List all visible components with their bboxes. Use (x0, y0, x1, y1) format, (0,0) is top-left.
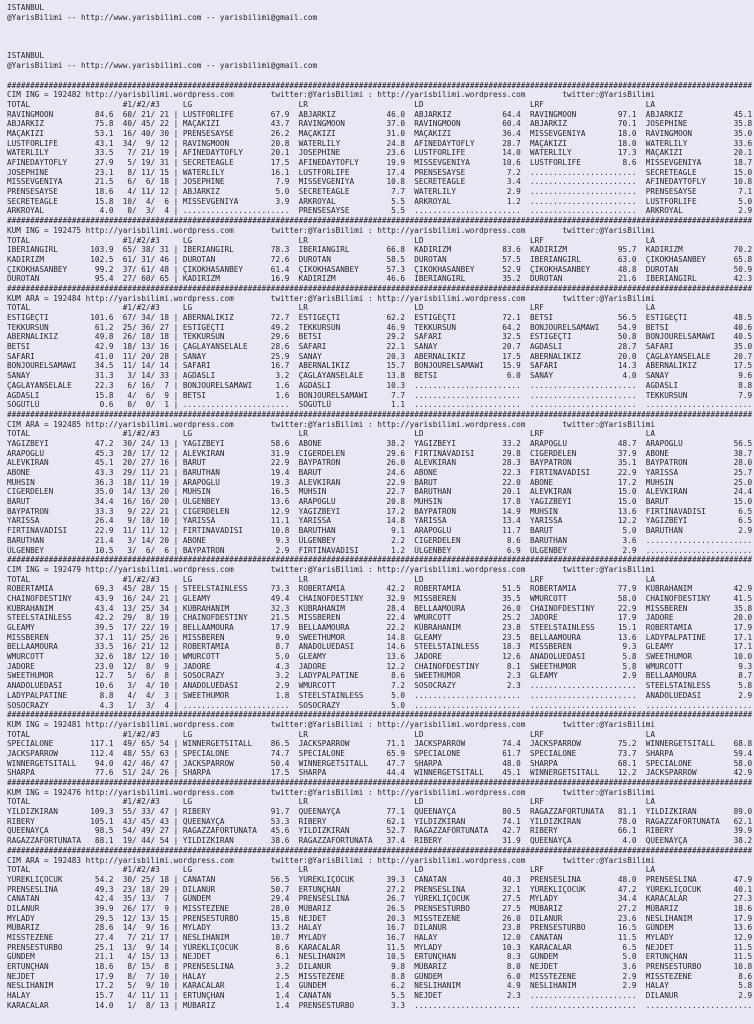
stats-row: ALEVKIRAN 45.1 20/ 27/ 16 | BARUT 22.9 BAYPATRON 26.0 ALEVKIRAN 28.3 BAYPATRON 35.1 BAYPATRON 28.0 (7, 458, 753, 468)
location-label: ISTANBUL (7, 3, 45, 12)
stats-row: GÜNDEM 21.1 4/ 15/ 13 | NEJDET 6.1 NESLIHANIM 10.5 ERTUNÇHAN 8.3 GÜNDEM 5.0 ERTUNÇHAN 11.5 (7, 952, 753, 962)
stats-row: SECRETEAGLE 15.8 10/ 4/ 6 | MISSEVGENIYA 3.9 ARKROYAL 5.5 ARKROYAL 1.2 ....................... LUSTFORLIFE 5.0 (7, 196, 753, 206)
stats-row: RIBERY 105.1 43/ 45/ 43 | QUEENAYÇA 53.3 RIBERY 62.1 YILDIZKIRAN 74.1 YILDIZKIRAN 78.0 RAGAZZAFORTUNATA 62.1 (7, 816, 753, 826)
stats-row: RAVINGMOON 84.6 60/ 21/ 21 | LUSTFORLIFE 67.9 ABJARKIZ 46.0 ABJARKIZ 64.4 RAVINGMOON 97.1 ABJARKIZ 45.1 (7, 109, 753, 119)
column-header-line: TOTAL #1/#2/#3 LG LR LD LRF LA (7, 797, 655, 807)
blank-gap (7, 71, 754, 81)
stats-row: WINNERGETSITALL 94.0 42/ 46/ 47 | JACKSPARROW 50.4 WINNERGETSITALL 47.7 SHARPA 48.0 SHARPA 68.1 SPECIALONE 58.0 (7, 758, 753, 768)
report-sections (7, 81, 754, 1011)
blank-gap (7, 22, 754, 51)
stats-row: SOSOCRAZY 4.3 1/ 3/ 4 | ....................... SOSOCRAZY 5.0 ....................... ....................... ....................... (7, 700, 753, 710)
section-cim-ing-192482 (7, 81, 754, 217)
stats-row: BAYPATRON 33.3 9/ 22/ 21 | CIGERDELEN 12.9 YAGIZBEYI 17.2 BAYPATRON 14.9 MUHSIN 13.6 FIRTINAVADISI 6.5 (7, 506, 753, 516)
section-kum-ara-192484 (7, 284, 754, 410)
stats-row: YAGIZBEYI 47.2 30/ 24/ 13 | YAGIZBEYI 58.6 ABONE 38.2 YAGIZBEYI 33.2 ARAPOGLU 48.7 ARAPOGLU 56.5 (7, 438, 753, 448)
preamble-block-2 (7, 51, 754, 70)
stats-row: BETSI 42.9 18/ 13/ 16 | ÇAGLAYANSELALE 28.6 SAFARI 22.1 SANAY 20.7 AGDASLI 28.7 SAFARI 35.0 (7, 342, 753, 352)
section-title-line: KUM ARA = 192484 http://yarisbilimi.wordpress.com twitter:@YarisBilimi : http://yarisbilimi.wordpress.com twitter:@YarisBilimi (7, 293, 655, 303)
column-header-line: TOTAL #1/#2/#3 LG LR LD LRF LA (7, 729, 655, 739)
stats-row: DILANUR 39.9 26/ 17/ 9 | MISSTEZENE 28.0 MÜBARIZ 26.5 PRENSESTURBO 27.5 MÜBARIZ 27.2 MÜBARIZ 18.6 (7, 903, 753, 913)
credit-line: @YarisBilimi -- http://www.yarisbilimi.com -- yarisbilimi@gmail.com (7, 61, 318, 71)
section-kum-ing-192481 (7, 710, 754, 778)
stats-row: ÇAGLAYANSELALE 22.3 6/ 16/ 7 | BONJOURELSAMAWI 1.6 AGDASLI 10.3 ....................... ....................... AGDASLI 8.8 (7, 380, 753, 390)
stats-row: QUEENAYÇA 98.5 54/ 49/ 27 | RAGAZZAFORTUNATA 45.6 YILDIZKIRAN 52.7 RAGAZZAFORTUNATA 42.7 RIBERY 66.1 RIBERY 39.9 (7, 826, 753, 836)
stats-row: GLEAMY 39.5 17/ 22/ 19 | BELLAAMOURA 17.9 BELLAAMOURA 22.2 KÜBRAHANIM 23.8 STEELSTAINLESS 15.1 ROBERTAMIA 17.9 (7, 623, 753, 633)
stats-row: WATERLILY 33.5 7/ 21/ 19 | AFINEDAYTOFLY 20.1 JOSEPHINE 23.6 LUSTFORLIFE 14.0 WATERLILY 17.3 MAÇAKIZI 20.1 (7, 148, 753, 158)
stats-row: ARKROYAL 4.0 0/ 3/ 4 | ....................... PRENSESAYSE 5.5 ....................... ....................... ARKROYAL 2.9 (7, 206, 753, 216)
stats-row: PRENSESAYSE 18.6 4/ 11/ 12 | ABJARKIZ 5.0 SECRETEAGLE 7.7 WATERLILY 2.9 ....................... PRENSESAYSE 7.1 (7, 187, 753, 197)
section-title-line: CIM ING = 192479 http://yarisbilimi.wordpress.com twitter:@YarisBilimi : http://yarisbilimi.wordpress.com twitter:@YarisBilimi (7, 564, 655, 574)
stats-row: SAFARI 41.0 11/ 20/ 28 | SANAY 25.9 SANAY 20.3 ABERNALIKIZ 17.5 ABERNALIKIZ 20.0 ÇAGLAYANSELALE 20.7 (7, 351, 753, 361)
stats-row: AGDASLI 15.8 4/ 6/ 9 | BETSI 1.6 BONJOURELSAMAWI 7.7 ....................... ....................... TEKKURSUN 7.9 (7, 390, 753, 400)
stats-row: MUHSIN 36.3 18/ 11/ 19 | ARAPOGLU 19.3 ALEVKIRAN 22.9 BARUT 22.0 ABONE 17.2 MUHSIN 25.0 (7, 477, 753, 487)
stats-row: BONJOURELSAMAWI 34.5 11/ 14/ 14 | SAFARI 16.7 ABERNALIKIZ 15.7 BONJOURELSAMAWI 15.9 SAFARI 14.3 ABERNALIKIZ 17.5 (7, 361, 753, 371)
stats-row: YILDIZKIRAN 109.3 55/ 33/ 47 | RIBERY 91.7 QUEENAYÇA 77.1 QUEENAYÇA 80.5 RAGAZZAFORTUNATA 81.1 YILDIZKIRAN 89.0 (7, 807, 753, 817)
section-title-line: KUM ING = 192476 http://yarisbilimi.wordpress.com twitter:@YarisBilimi : http://yarisbilimi.wordpress.com twitter:@YarisBilimi (7, 787, 655, 797)
stats-row: SANAY 31.3 3/ 14/ 33 | AGDASLI 3.2 ÇAGLAYANSELALE 13.8 BETSI 6.0 SANAY 4.0 SANAY 9.6 (7, 371, 753, 381)
stats-row: BARUTHAN 21.4 3/ 14/ 20 | ABONE 9.3 ÜLGENBEY 2.2 CIGERDELEN 8.6 BARUTHAN 3.6 ....................... (7, 535, 753, 545)
column-header-line: TOTAL #1/#2/#3 LG LR LD LRF LA (7, 574, 655, 584)
separator-line: ################################################################################################################################################################# (7, 216, 753, 226)
stats-row: CIGERDELEN 35.0 14/ 13/ 20 | MUHSIN 16.5 MUHSIN 22.7 BARUTHAN 20.1 ALEVKIRAN 15.0 ALEVKIRAN 24.4 (7, 487, 753, 497)
separator-line: ################################################################################################################################################################# (7, 555, 753, 565)
stats-row: ÜLGENBEY 10.5 3/ 6/ 6 | BAYPATRON 2.9 FIRTINAVADISI 1.2 ÜLGENBEY 6.9 ÜLGENBEY 2.9 ....................... (7, 545, 753, 555)
stats-row: MÜBARIZ 28.6 14/ 9/ 16 | MYLADY 13.2 HALAY 16.7 DILANUR 23.8 PRENSESTURBO 16.5 GÜNDEM 13.6 (7, 923, 753, 933)
section-title-line: CIM ING = 192482 http://yarisbilimi.wordpress.com twitter:@YarisBilimi : http://yarisbilimi.wordpress.com twitter:@YarisBilimi (7, 90, 655, 100)
stats-row: ESTIGEÇTI 101.6 67/ 34/ 18 | ABERNALIKIZ 72.7 ESTIGEÇTI 62.2 ESTIGEÇTI 72.1 BETSI 56.5 ESTIGEÇTI 48.5 (7, 313, 753, 323)
stats-row: ROBERTAMIA 69.3 45/ 28/ 15 | STEELSTAINLESS 73.3 ROBERTAMIA 42.2 ROBERTAMIA 51.5 ROBERTAMIA 77.9 KÜBRAHANIM 42.9 (7, 584, 753, 594)
stats-row: IBERIANGIRL 103.9 65/ 38/ 31 | IBERIANGIRL 78.3 IBERIANGIRL 66.8 KADIRIZM 83.6 KADIRIZM 95.7 KADIRIZM 70.2 (7, 245, 753, 255)
stats-row: SHARPA 77.6 51/ 24/ 26 | SHARPA 17.5 SHARPA 44.4 WINNERGETSITALL 45.1 WINNERGETSITALL 12.2 JACKSPARROW 42.9 (7, 768, 753, 778)
section-title-line: KUM ING = 192481 http://yarisbilimi.wordpress.com twitter:@YarisBilimi : http://yarisbilimi.wordpress.com twitter:@YarisBilimi (7, 719, 655, 729)
column-header-line: TOTAL #1/#2/#3 LG LR LD LRF LA (7, 865, 655, 875)
stats-row: SÖGÜTLÜ 0.6 0/ 0/ 1 | ....................... SÖGÜTLÜ 1.1 ....................... ....................... ....................... (7, 400, 753, 410)
section-cim-ing-192479 (7, 555, 754, 710)
stats-row: AFINEDAYTOFLY 27.9 5/ 19/ 31 | SECRETEAGLE 17.5 AFINEDAYTOFLY 19.9 MISSEVGENIYA 10.6 LUSTFORLIFE 8.6 MISSEVGENIYA 18.7 (7, 158, 753, 168)
stats-row: PRENSESTURBO 25.1 13/ 9/ 14 | YÜREKLIÇOCUK 8.6 KARACALAR 11.5 MYLADY 10.3 KARACALAR 6.5 NEJDET 11.5 (7, 942, 753, 952)
stats-row: ABERNALIKIZ 49.8 26/ 18/ 18 | TEKKURSUN 29.6 BETSI 29.2 SAFARI 32.5 ESTIGEÇTI 50.8 BONJOURELSAMAWI 40.5 (7, 332, 753, 342)
stats-row: JADORE 23.0 12/ 8/ 9 | JADORE 4.3 JADORE 12.2 CHAINOFDESTINY 8.1 SWEETHUMOR 5.8 WMURCOTT 9.3 (7, 661, 753, 671)
stats-row: DUROTAN 95.4 27/ 60/ 65 | KADIRIZM 16.9 KADIRIZM 46.6 IBERIANGIRL 35.2 DUROTAN 21.6 IBERIANGIRL 42.3 (7, 274, 753, 284)
stats-row: JOSEPHINE 23.1 8/ 11/ 15 | WATERLILY 16.1 LUSTFORLIFE 17.4 PRENSESAYSE 7.2 ....................... SECRETEAGLE 15.0 (7, 167, 753, 177)
stats-row: ERTUNÇHAN 18.6 8/ 15/ 8 | PRENSESLINA 3.2 DILANUR 9.8 MÜBARIZ 8.0 NEJDET 3.6 PRENSESTURBO 10.8 (7, 962, 753, 972)
section-title-line: CIM ARA = 192485 http://yarisbilimi.wordpress.com twitter:@YarisBilimi : http://yarisbilimi.wordpress.com twitter:@YarisBilimi (7, 419, 655, 429)
separator-line: ################################################################################################################################################################# (7, 80, 753, 90)
stats-row: PRENSESLINA 49.3 23/ 18/ 29 | DILANUR 50.7 ERTUNÇHAN 27.2 PRENSESLINA 32.1 YÜREKLIÇOCUK 47.2 YÜREKLIÇOCUK 40.1 (7, 884, 753, 894)
stats-row: LADYPALPATINE 8.8 4/ 4/ 3 | SWEETHUMOR 1.8 STEELSTAINLESS 5.0 ....................... ....................... ANADOLUEDASI 2.9 (7, 690, 753, 700)
stats-row: RAGAZZAFORTUNATA 88.1 19/ 44/ 54 | YILDIZKIRAN 38.6 RAGAZZAFORTUNATA 37.4 RIBERY 31.9 QUEENAYÇA 4.0 QUEENAYÇA 38.2 (7, 836, 753, 846)
stats-row: CHAINOFDESTINY 43.9 16/ 24/ 21 | GLEAMY 49.4 CHAINOFDESTINY 32.9 MISSBEREN 35.5 WMURCOTT 58.0 CHAINOFDESTINY 41.5 (7, 593, 753, 603)
stats-row: NEJDET 17.9 8/ 7/ 10 | HALAY 2.5 MISSTEZENE 8.8 GÜNDEM 6.0 MISSTEZENE 2.9 MISSTEZENE 8.6 (7, 971, 753, 981)
stats-row: ABJARKIZ 75.8 40/ 45/ 22 | MAÇAKIZI 43.7 RAVINGMOON 37.0 RAVINGMOON 60.4 ABJARKIZ 70.1 JOSEPHINE 35.8 (7, 119, 753, 129)
stats-row: ÇIKOKHASANBEY 99.2 37/ 61/ 48 | ÇIKOKHASANBEY 61.4 ÇIKOKHASANBEY 57.3 ÇIKOKHASANBEY 52.9 ÇIKOKHASANBEY 48.8 DUROTAN 50.9 (7, 264, 753, 274)
stats-row: MYLADY 29.5 12/ 13/ 15 | PRENSESTURBO 15.8 NEJDET 20.3 MISSTEZENE 26.0 DILANUR 23.6 NESLIHANIM 17.9 (7, 913, 753, 923)
stats-row: BELLAAMOURA 33.5 16/ 21/ 12 | ROBERTAMIA 8.7 ANADOLUEDASI 14.6 STEELSTAINLESS 18.3 MISSBEREN 9.3 GLEAMY 17.1 (7, 642, 753, 652)
stats-row: NESLIHANIM 17.2 5/ 9/ 10 | KARACALAR 1.4 GÜNDEM 6.2 NESLIHANIM 4.9 NESLIHANIM 2.9 HALAY 5.8 (7, 981, 753, 991)
stats-row: BARUT 34.4 16/ 16/ 20 | ÜLGENBEY 13.6 ARAPOGLU 20.8 MUHSIN 17.8 YAGIZBEYI 15.0 BARUT 15.0 (7, 497, 753, 507)
stats-row: KARACALAR 14.0 1/ 8/ 13 | MÜBARIZ 1.4 PRENSESTURBO 3.3 ....................... ....................... ....................... (7, 1000, 753, 1010)
stats-row: MISSTEZENE 27.4 7/ 21/ 17 | NESLIHANIM 10.7 MYLADY 16.7 HALAY 12.0 CANATAN 11.5 MYLADY 12.9 (7, 933, 753, 943)
preamble-block-1 (7, 3, 754, 22)
stats-row: TEKKURSUN 61.2 25/ 36/ 27 | ESTIGEÇTI 49.2 TEKKURSUN 46.9 TEKKURSUN 64.2 BONJOURELSAMAWI 54.9 BETSI 40.6 (7, 322, 753, 332)
section-kum-ing-192475 (7, 216, 754, 284)
stats-row: ARAPOGLU 45.3 28/ 17/ 12 | ALEVKIRAN 31.9 CIGERDELEN 29.6 FIRTINAVADISI 29.8 CIGERDELEN 37.9 ABONE 38.7 (7, 448, 753, 458)
column-header-line: TOTAL #1/#2/#3 LG LR LD LRF LA (7, 303, 655, 313)
credit-line: @YarisBilimi -- http://www.yarisbilimi.com -- yarisbilimi@gmail.com (7, 12, 318, 22)
separator-line: ################################################################################################################################################################# (7, 778, 753, 788)
stats-row: SWEETHUMOR 12.7 5/ 6/ 8 | SOSOCRAZY 3.2 LADYPALPATINE 8.6 SWEETHUMOR 2.3 GLEAMY 2.9 BELLAAMOURA 8.7 (7, 671, 753, 681)
stats-row: YARISSA 26.4 9/ 18/ 10 | YARISSA 11.1 YARISSA 14.8 YARISSA 13.4 YARISSA 12.2 YAGIZBEYI 6.5 (7, 516, 753, 526)
section-kum-ing-192476 (7, 778, 754, 846)
stats-row: KADIRIZM 102.5 61/ 31/ 46 | DUROTAN 72.6 DUROTAN 58.5 DUROTAN 57.5 IBERIANGIRL 63.0 ÇIKOKHASANBEY 65.8 (7, 254, 753, 264)
column-header-line: TOTAL #1/#2/#3 LG LR LD LRF LA (7, 429, 655, 439)
stats-row: MISSEVGENIYA 21.5 6/ 6/ 18 | JOSEPHINE 7.9 MISSEVGENIYA 10.8 SECRETEAGLE 3.4 ....................... AFINEDAYTOFLY 10.8 (7, 177, 753, 187)
stats-row: JACKSPARROW 112.4 48/ 55/ 63 | SPECIALONE 74.7 SPECIALONE 65.9 SPECIALONE 61.7 SPECIALONE 73.7 SHARPA 59.4 (7, 748, 753, 758)
section-title-line: KUM ING = 192475 http://yarisbilimi.wordpress.com twitter:@YarisBilimi : http://yarisbilimi.wordpress.com twitter:@YarisBilimi (7, 225, 655, 235)
column-header-line: TOTAL #1/#2/#3 LG LR LD LRF LA (7, 99, 655, 109)
stats-row: HALAY 15.7 4/ 11/ 11 | ERTUNÇHAN 1.4 CANATAN 5.5 NEJDET 2.3 ....................... DILANUR 2.9 (7, 991, 753, 1001)
stats-row: SPECIALONE 117.1 49/ 65/ 54 | WINNERGETSITALL 86.5 JACKSPARROW 71.1 JACKSPARROW 74.4 JACKSPARROW 75.2 WINNERGETSITALL 68.8 (7, 739, 753, 749)
separator-line: ################################################################################################################################################################# (7, 845, 753, 855)
stats-row: ANADOLUEDASI 10.6 3/ 4/ 10 | ANADOLUEDASI 2.9 WMURCOTT 7.2 SOSOCRAZY 2.3 ....................... STEELSTAINLESS 5.8 (7, 681, 753, 691)
separator-line: ################################################################################################################################################################# (7, 409, 753, 419)
location-label: ISTANBUL (7, 51, 45, 61)
column-header-line: TOTAL #1/#2/#3 LG LR LD LRF LA (7, 235, 655, 245)
stats-row: WMURCOTT 32.6 18/ 12/ 10 | WMURCOTT 5.0 GLEAMY 13.6 JADORE 12.6 ANADOLUEDASI 5.8 SWEETHUMOR 10.0 (7, 652, 753, 662)
section-cim-ara-192483 (7, 846, 754, 1011)
stats-row: ABONE 43.3 29/ 11/ 21 | BARUTHAN 19.4 BARUT 24.6 ABONE 22.3 FIRTINAVADISI 22.9 YARISSA 25.7 (7, 468, 753, 478)
stats-row: MISSBEREN 37.1 11/ 25/ 26 | MISSBEREN 9.0 SWEETHUMOR 14.8 GLEAMY 23.5 BELLAAMOURA 13.6 LADYPALPATINE 17.1 (7, 632, 753, 642)
stats-row: CANATAN 42.4 35/ 13/ 7 | GÜNDEM 29.4 PRENSESLINA 26.7 YÜREKLIÇOCUK 27.5 MYLADY 34.4 KARACALAR 27.3 (7, 894, 753, 904)
separator-line: ################################################################################################################################################################# (7, 283, 753, 293)
section-title-line: CIM ARA = 192483 http://yarisbilimi.wordpress.com twitter:@YarisBilimi : http://yarisbilimi.wordpress.com twitter:@YarisBilimi (7, 855, 655, 865)
separator-line: ################################################################################################################################################################# (7, 710, 753, 720)
stats-row: STEELSTAINLESS 42.2 29/ 8/ 19 | CHAINOFDESTINY 21.5 MISSBEREN 22.4 WMURCOTT 25.2 JADORE 17.9 JADORE 20.0 (7, 613, 753, 623)
stats-row: KÜBRAHANIM 43.4 13/ 25/ 34 | KÜBRAHANIM 32.3 KÜBRAHANIM 28.4 BELLAAMOURA 26.0 CHAINOFDESTINY 22.9 MISSBEREN 35.8 (7, 603, 753, 613)
stats-row: FIRTINAVADISI 22.9 11/ 11/ 12 | FIRTINAVADISI 10.8 BARUTHAN 9.1 ARAPOGLU 11.7 BARUT 5.0 BARUTHAN 2.9 (7, 526, 753, 536)
stats-row: YÜREKLIÇOCUK 54.2 30/ 25/ 18 | CANATAN 56.5 YÜREKLIÇOCUK 39.3 CANATAN 40.3 PRENSESLINA 48.0 PRENSESLINA 47.9 (7, 874, 753, 884)
stats-row: LUSTFORLIFE 43.1 34/ 9/ 12 | RAVINGMOON 20.8 WATERLILY 24.8 AFINEDAYTOFLY 28.7 MAÇAKIZI 18.0 WATERLILY 33.6 (7, 138, 753, 148)
stats-row: MAÇAKIZI 53.1 16/ 40/ 30 | PRENSESAYSE 26.2 MAÇAKIZI 31.0 MAÇAKIZI 36.4 MISSEVGENIYA 18.0 RAVINGMOON 35.0 (7, 128, 753, 138)
section-cim-ara-192485 (7, 410, 754, 555)
